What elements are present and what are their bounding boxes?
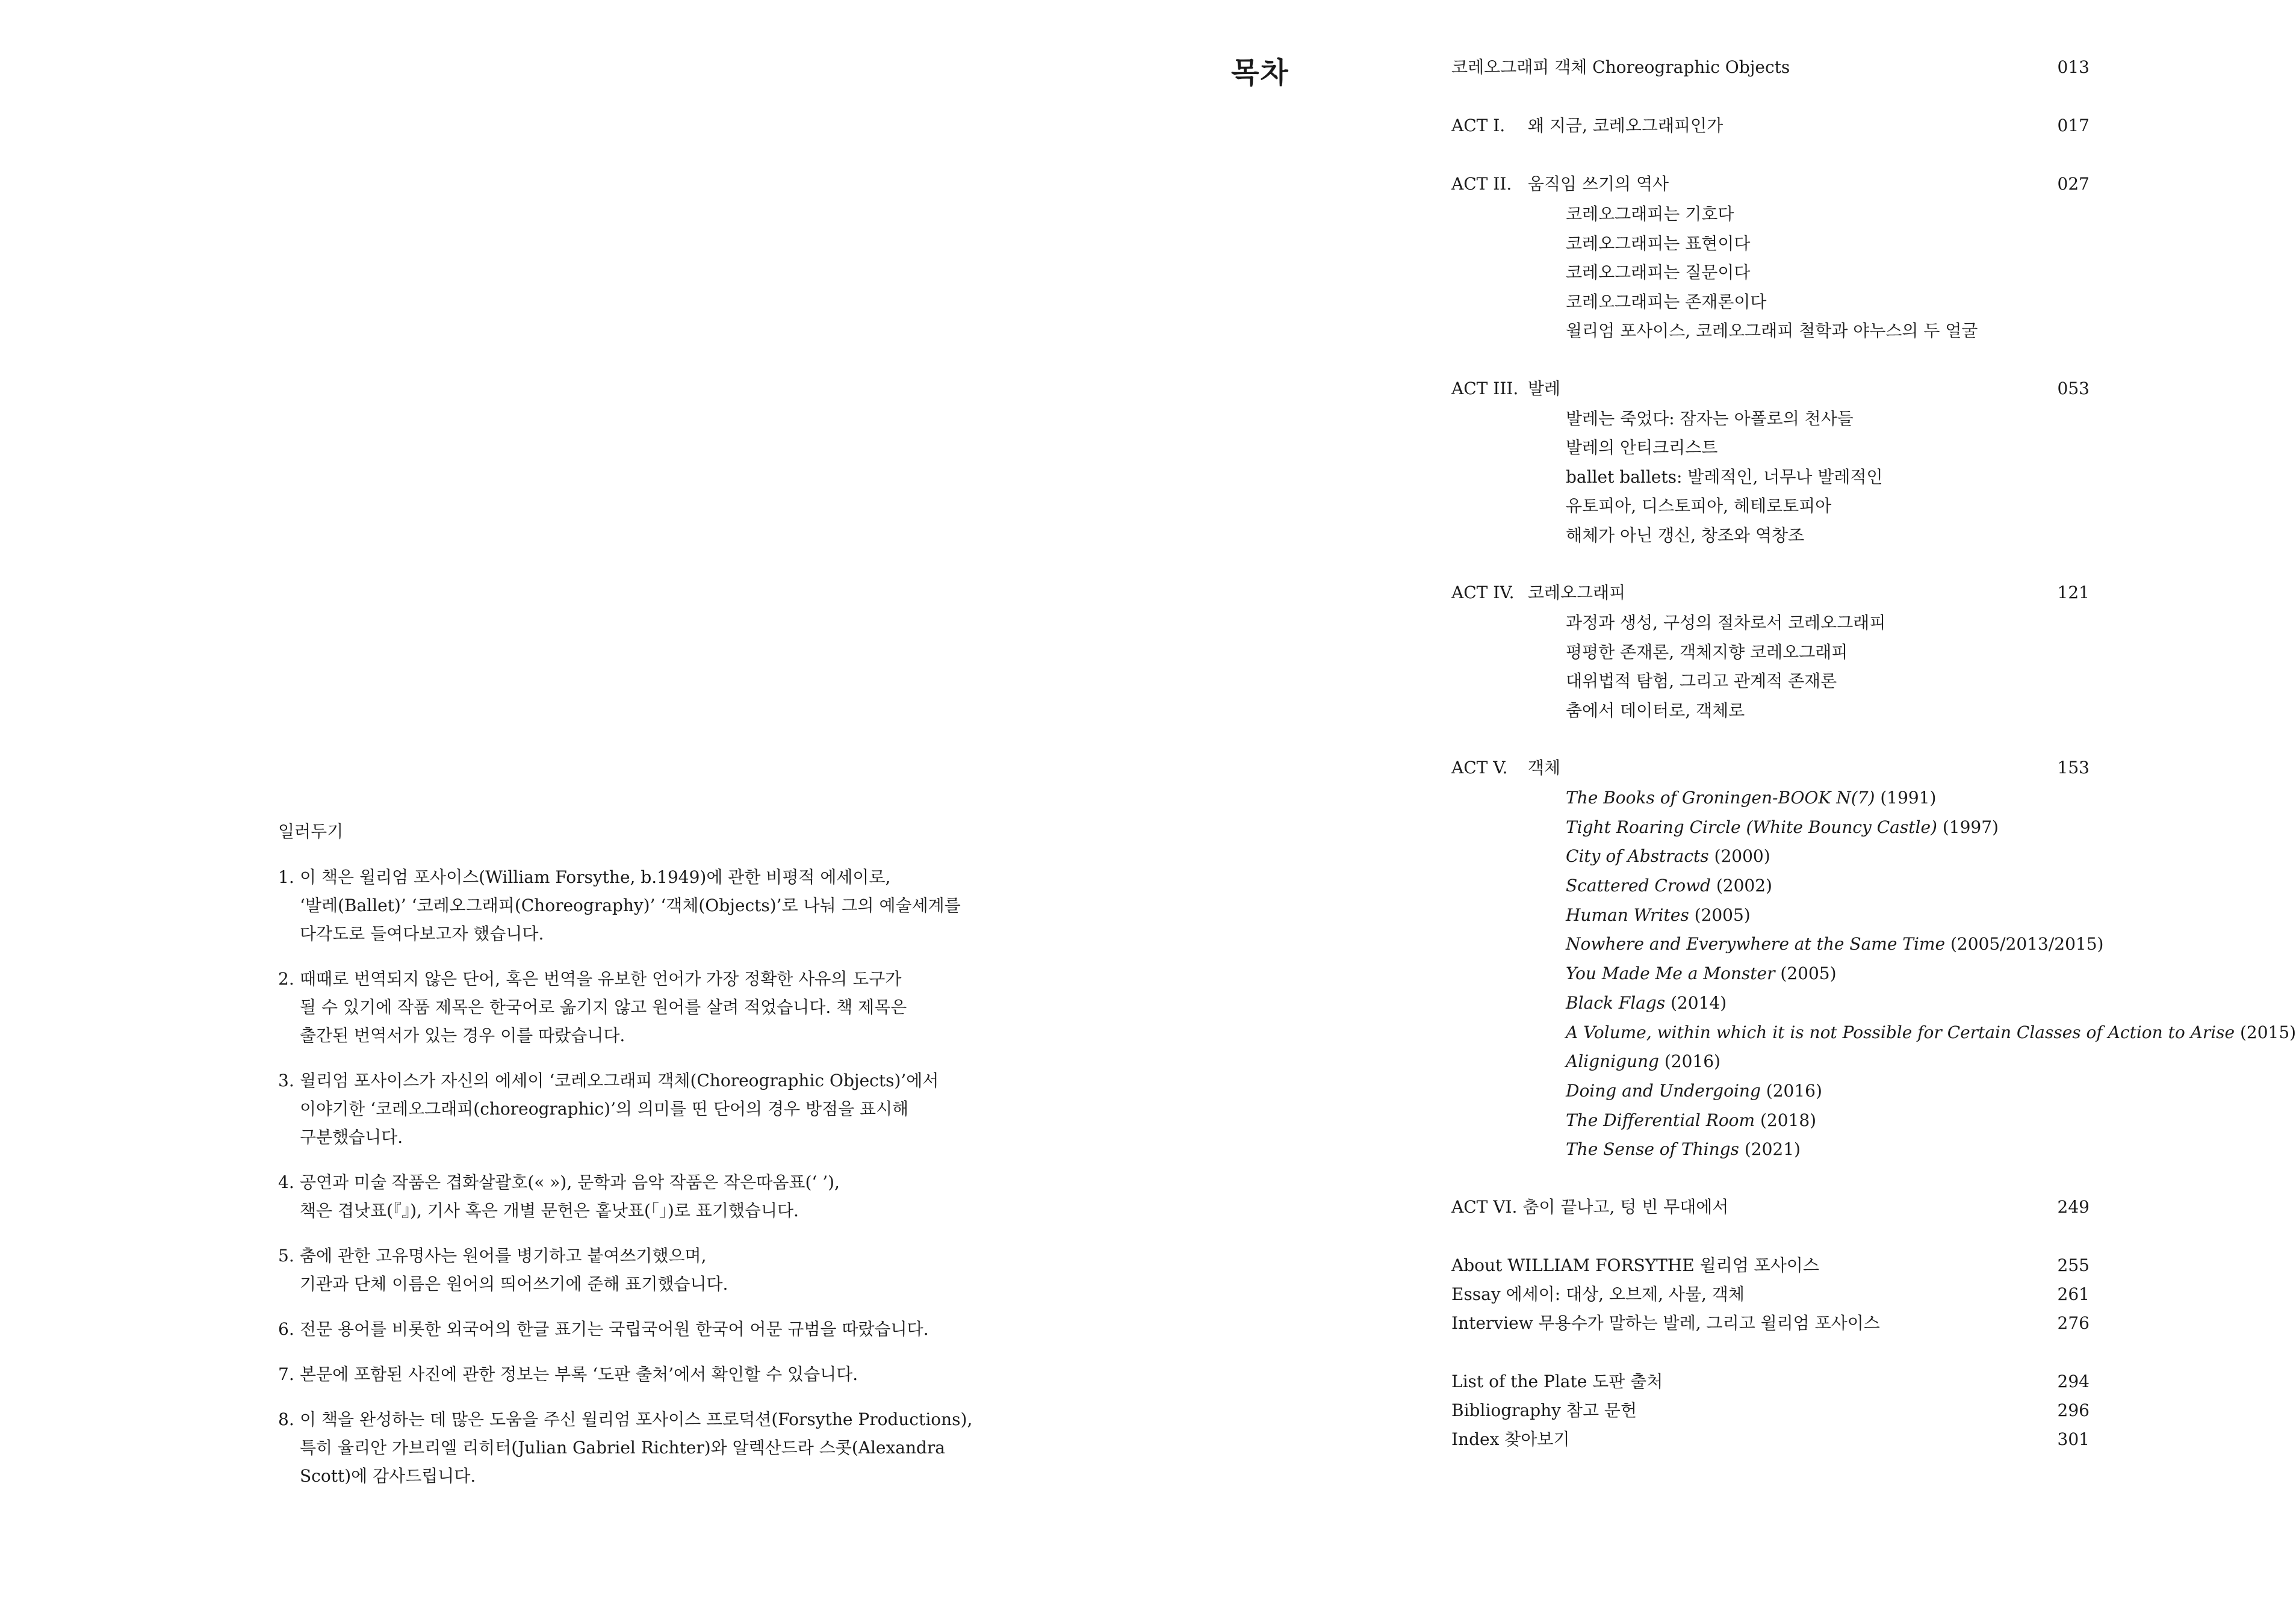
toc-appendix-essays [1451,1252,2090,1339]
note-text [300,1360,858,1388]
toc-act-label: ACT III. [1451,378,1519,398]
toc-work-item [1451,813,2090,843]
toc-appendix-references [1451,1369,2090,1455]
toc-act-title: 움직임 쓰기의 역사 [1527,174,1669,194]
toc-act-label: ACT VI. [1451,1196,1518,1217]
toc-subsection: 과정과 생성, 구성의 절차로서 코레오그래피 [1566,613,1886,632]
toc-act-page: 027 [2057,174,2090,194]
toc-appendix-page: 261 [2057,1284,2090,1304]
note-item [278,1242,976,1298]
toc-subsection: 코레오그래피는 질문이다 [1566,262,1751,282]
toc-work-item [1451,959,2090,989]
work-title: Black Flags [1566,992,1666,1013]
note-line: 이 책을 완성하는 데 많은 도움을 주신 윌리엄 포사이스 프로덕션(Forsythe Productions), [300,1409,973,1429]
toc-act-title: 춤이 끝나고, 텅 빈 무대에서 [1522,1196,1729,1217]
toc-work-item [1451,1047,2090,1077]
note-item [278,965,976,1050]
note-line: 될 수 있기에 작품 제목은 한국어로 옮기지 않고 원어를 살려 적었습니다. 책 제목은 [300,997,907,1017]
toc-subsection: ballet ballets: 발레적인, 너무나 발레적인 [1566,466,1883,487]
note-line: 다각도로 들여다보고자 했습니다. [300,924,544,944]
note-text [300,863,961,948]
toc-subsection: 발레는 죽었다: 잠자는 아폴로의 천사들 [1566,408,1854,428]
toc-work-item [1451,1135,2090,1164]
work-title: A Volume, within which it is not Possible for Certain Classes of Action to Arise [1566,1022,2235,1042]
toc-act-page: 017 [2057,116,2090,135]
note-number: 3. [278,1071,294,1090]
toc-appendix-item [1451,1397,2090,1426]
note-line: 이 책은 윌리엄 포사이스(William Forsythe, b.1949)에 관한 비평적 에세이로, [300,867,891,887]
table-of-contents [1451,54,2296,1485]
toc-act-title: 코레오그래피 [1527,583,1626,602]
toc-act-6 [1451,1194,2090,1223]
work-title: Tight Roaring Circle [1566,817,1741,837]
work-year: (2005) [1694,905,1751,925]
toc-intro-label: 코레오그래피 객체 Choreographic Objects [1451,57,1790,77]
work-year: (2016) [1766,1080,1822,1101]
toc-work-item [1451,1077,2090,1106]
work-year: (2016) [1664,1051,1720,1072]
toc-act-title: 발레 [1527,378,1561,398]
toc-appendix-label: About WILLIAM FORSYTHE 윌리엄 포사이스 [1451,1255,1819,1275]
toc-appendix-label: Bibliography 참고 문헌 [1451,1400,1637,1420]
note-line: 춤에 관한 고유명사는 원어를 병기하고 붙여쓰기했으며, [300,1246,707,1266]
work-year: (2021) [1744,1139,1801,1160]
note-line: Scott)에 감사드립니다. [300,1466,476,1486]
notes-list [278,863,976,1490]
toc-work-item [1451,842,2090,871]
toc-subsection: 대위법적 탐험, 그리고 관계적 존재론 [1566,671,1837,691]
work-title: The Differential Room [1566,1110,1755,1130]
toc-work-item [1451,1018,2296,1048]
toc-appendix-item [1451,1252,2090,1281]
note-line: 공연과 미술 작품은 겹화살괄호(« »), 문학과 음악 작품은 작은따옴표(‘ ’), [300,1172,840,1192]
toc-act-title: 객체 [1527,758,1561,778]
work-year: (2015) [2240,1022,2296,1042]
note-line: 본문에 포함된 사진에 관한 정보는 부록 ‘도판 출처’에서 확인할 수 있습니다. [300,1364,858,1384]
toc-intro [1451,54,2090,83]
toc-subsection: 코레오그래피는 기호다 [1566,204,1734,224]
note-text [300,1168,840,1225]
note-item [278,1315,976,1343]
toc-act-heading [1451,376,2090,404]
notes-heading: 일러두기 [278,821,344,841]
note-number: 5. [278,1246,294,1266]
work-title: You Made Me a Monster [1566,963,1775,984]
editorial-notes [278,818,976,1507]
work-title: The Books of Groningen-BOOK N(7) [1566,788,1875,808]
toc-appendix-page: 255 [2057,1255,2090,1275]
note-text [300,1066,939,1151]
work-title: Doing and Undergoing [1566,1080,1761,1101]
note-number: 8. [278,1409,294,1429]
work-title: The Sense of Things [1566,1139,1739,1160]
toc-appendix-label: Interview 무용수가 말하는 발레, 그리고 윌리엄 포사이스 [1451,1313,1880,1333]
note-text [300,965,907,1050]
toc-act-heading-text [1451,376,1560,400]
toc-work-item [1451,871,2090,901]
toc-act-title: 왜 지금, 코레오그래피인가 [1527,116,1724,135]
toc-act-heading-text [1451,580,1625,604]
work-title: Scattered Crowd [1566,876,1711,896]
toc-act-heading-text [1451,113,1723,137]
work-title: Alignigung [1566,1051,1659,1072]
note-line: 전문 용어를 비롯한 외국어의 한글 표기는 국립국어원 한국어 어문 규범을 따랐습니다. [300,1319,929,1339]
toc-subsection: 해체가 아닌 갱신, 창조와 역창조 [1566,525,1805,545]
toc-subsection: 평평한 존재론, 객체지향 코레오그래피 [1566,642,1848,662]
toc-act-label: ACT IV. [1451,583,1515,602]
toc-appendix-label: List of the Plate 도판 출처 [1451,1371,1663,1391]
work-subtitle: (White Bouncy Castle) [1740,817,1937,837]
toc-appendix-item [1451,1369,2090,1397]
work-year: (2005) [1780,963,1837,984]
toc-appendix-item [1451,1426,2090,1455]
note-line: 윌리엄 포사이스가 자신의 에세이 ‘코레오그래피 객체(Choreographic Objects)’에서 [300,1071,939,1090]
toc-appendix-page: 301 [2057,1429,2090,1449]
note-text [300,1242,728,1298]
toc-subsection: 코레오그래피는 존재론이다 [1566,291,1767,312]
toc-act-heading-text [1451,171,1669,195]
toc-acts [1451,113,2090,725]
toc-act [1451,171,2090,346]
work-year: (2002) [1716,876,1772,896]
note-line: 기관과 단체 이름은 원어의 띄어쓰기에 준해 표기했습니다. [300,1274,728,1294]
toc-work-item [1451,784,2090,813]
work-title: City of Abstracts [1566,846,1709,867]
note-item [278,1066,976,1151]
toc-appendix-page: 296 [2057,1400,2090,1420]
toc-appendix-item [1451,1281,2090,1310]
work-year: (2000) [1714,846,1770,867]
work-year: (2005/2013/2015) [1950,934,2104,954]
note-line: 구분했습니다. [300,1127,403,1147]
toc-act-heading [1451,113,2090,141]
toc-intro-page: 013 [2057,57,2090,77]
note-number: 6. [278,1319,294,1339]
toc-act-label: ACT V. [1451,758,1508,778]
toc-act-page: 053 [2057,378,2090,398]
toc-work-item [1451,1106,2090,1136]
note-line: 이야기한 ‘코레오그래피(choreographic)’의 의미를 띤 단어의 경우 방점을 표시해 [300,1099,909,1119]
toc-work-item [1451,930,2104,959]
toc-act-page: 121 [2057,583,2090,602]
toc-appendix-label: Index 찾아보기 [1451,1429,1570,1449]
toc-act-page: 153 [2057,758,2090,778]
note-line: 책은 겹낫표(『』), 기사 혹은 개별 문헌은 홑낫표(「」)로 표기했습니다. [300,1201,799,1220]
note-number: 4. [278,1172,294,1192]
toc-act-heading [1451,171,2090,200]
toc-works-list [1451,784,2296,1164]
note-item [278,1168,976,1225]
toc-subsection: 춤에서 데이터로, 객체로 [1566,700,1745,720]
toc-work-item [1451,989,2090,1018]
note-text [300,1405,972,1490]
work-year: (1991) [1880,788,1937,808]
toc-subsection: 유토피아, 디스토피아, 헤테로토피아 [1566,496,1832,516]
note-number: 2. [278,969,294,989]
toc-appendix-label: Essay 에세이: 대상, 오브제, 사물, 객체 [1451,1284,1745,1304]
note-line: 때때로 번역되지 않은 단어, 혹은 번역을 유보한 언어가 가장 정확한 사유의 도구가 [300,969,902,989]
work-title: Nowhere and Everywhere at the Same Time [1566,934,1946,954]
note-item [278,1405,976,1490]
toc-subsection: 코레오그래피는 표현이다 [1566,233,1751,253]
toc-appendix-page: 294 [2057,1371,2090,1391]
toc-act-page: 249 [2057,1196,2090,1217]
note-number: 1. [278,867,294,887]
note-number: 7. [278,1364,294,1384]
note-line: 출간된 번역서가 있는 경우 이를 따랐습니다. [300,1025,625,1045]
note-text [300,1315,929,1343]
note-item [278,1360,976,1388]
toc-act [1451,376,2090,551]
work-year: (2014) [1671,992,1727,1013]
work-year: (1997) [1937,817,1999,837]
toc-act-label: ACT I. [1451,116,1506,135]
work-title: Human Writes [1566,905,1689,925]
note-line: ‘발레(Ballet)’ ‘코레오그래피(Choreography)’ ‘객체(Objects)’로 나눠 그의 예술세계를 [300,895,961,915]
toc-act [1451,113,2090,141]
toc-work-item [1451,901,2090,930]
toc-subsection: 윌리엄 포사이스, 코레오그래피 철학과 야누스의 두 얼굴 [1566,321,1978,341]
note-line: 특히 율리안 가브리엘 리히터(Julian Gabriel Richter)와 알렉산드라 스콧(Alexandra [300,1438,946,1458]
page-title: 목차 [1231,56,1289,90]
work-year: (2018) [1760,1110,1817,1130]
toc-act-5 [1451,755,2296,1164]
toc-act-heading [1451,580,2090,608]
toc-act-label: ACT II. [1451,174,1512,194]
note-item [278,863,976,948]
toc-appendix-item [1451,1310,2090,1339]
toc-act [1451,580,2090,725]
toc-subsection: 발레의 안티크리스트 [1566,438,1718,457]
toc-appendix-page: 276 [2057,1313,2090,1333]
